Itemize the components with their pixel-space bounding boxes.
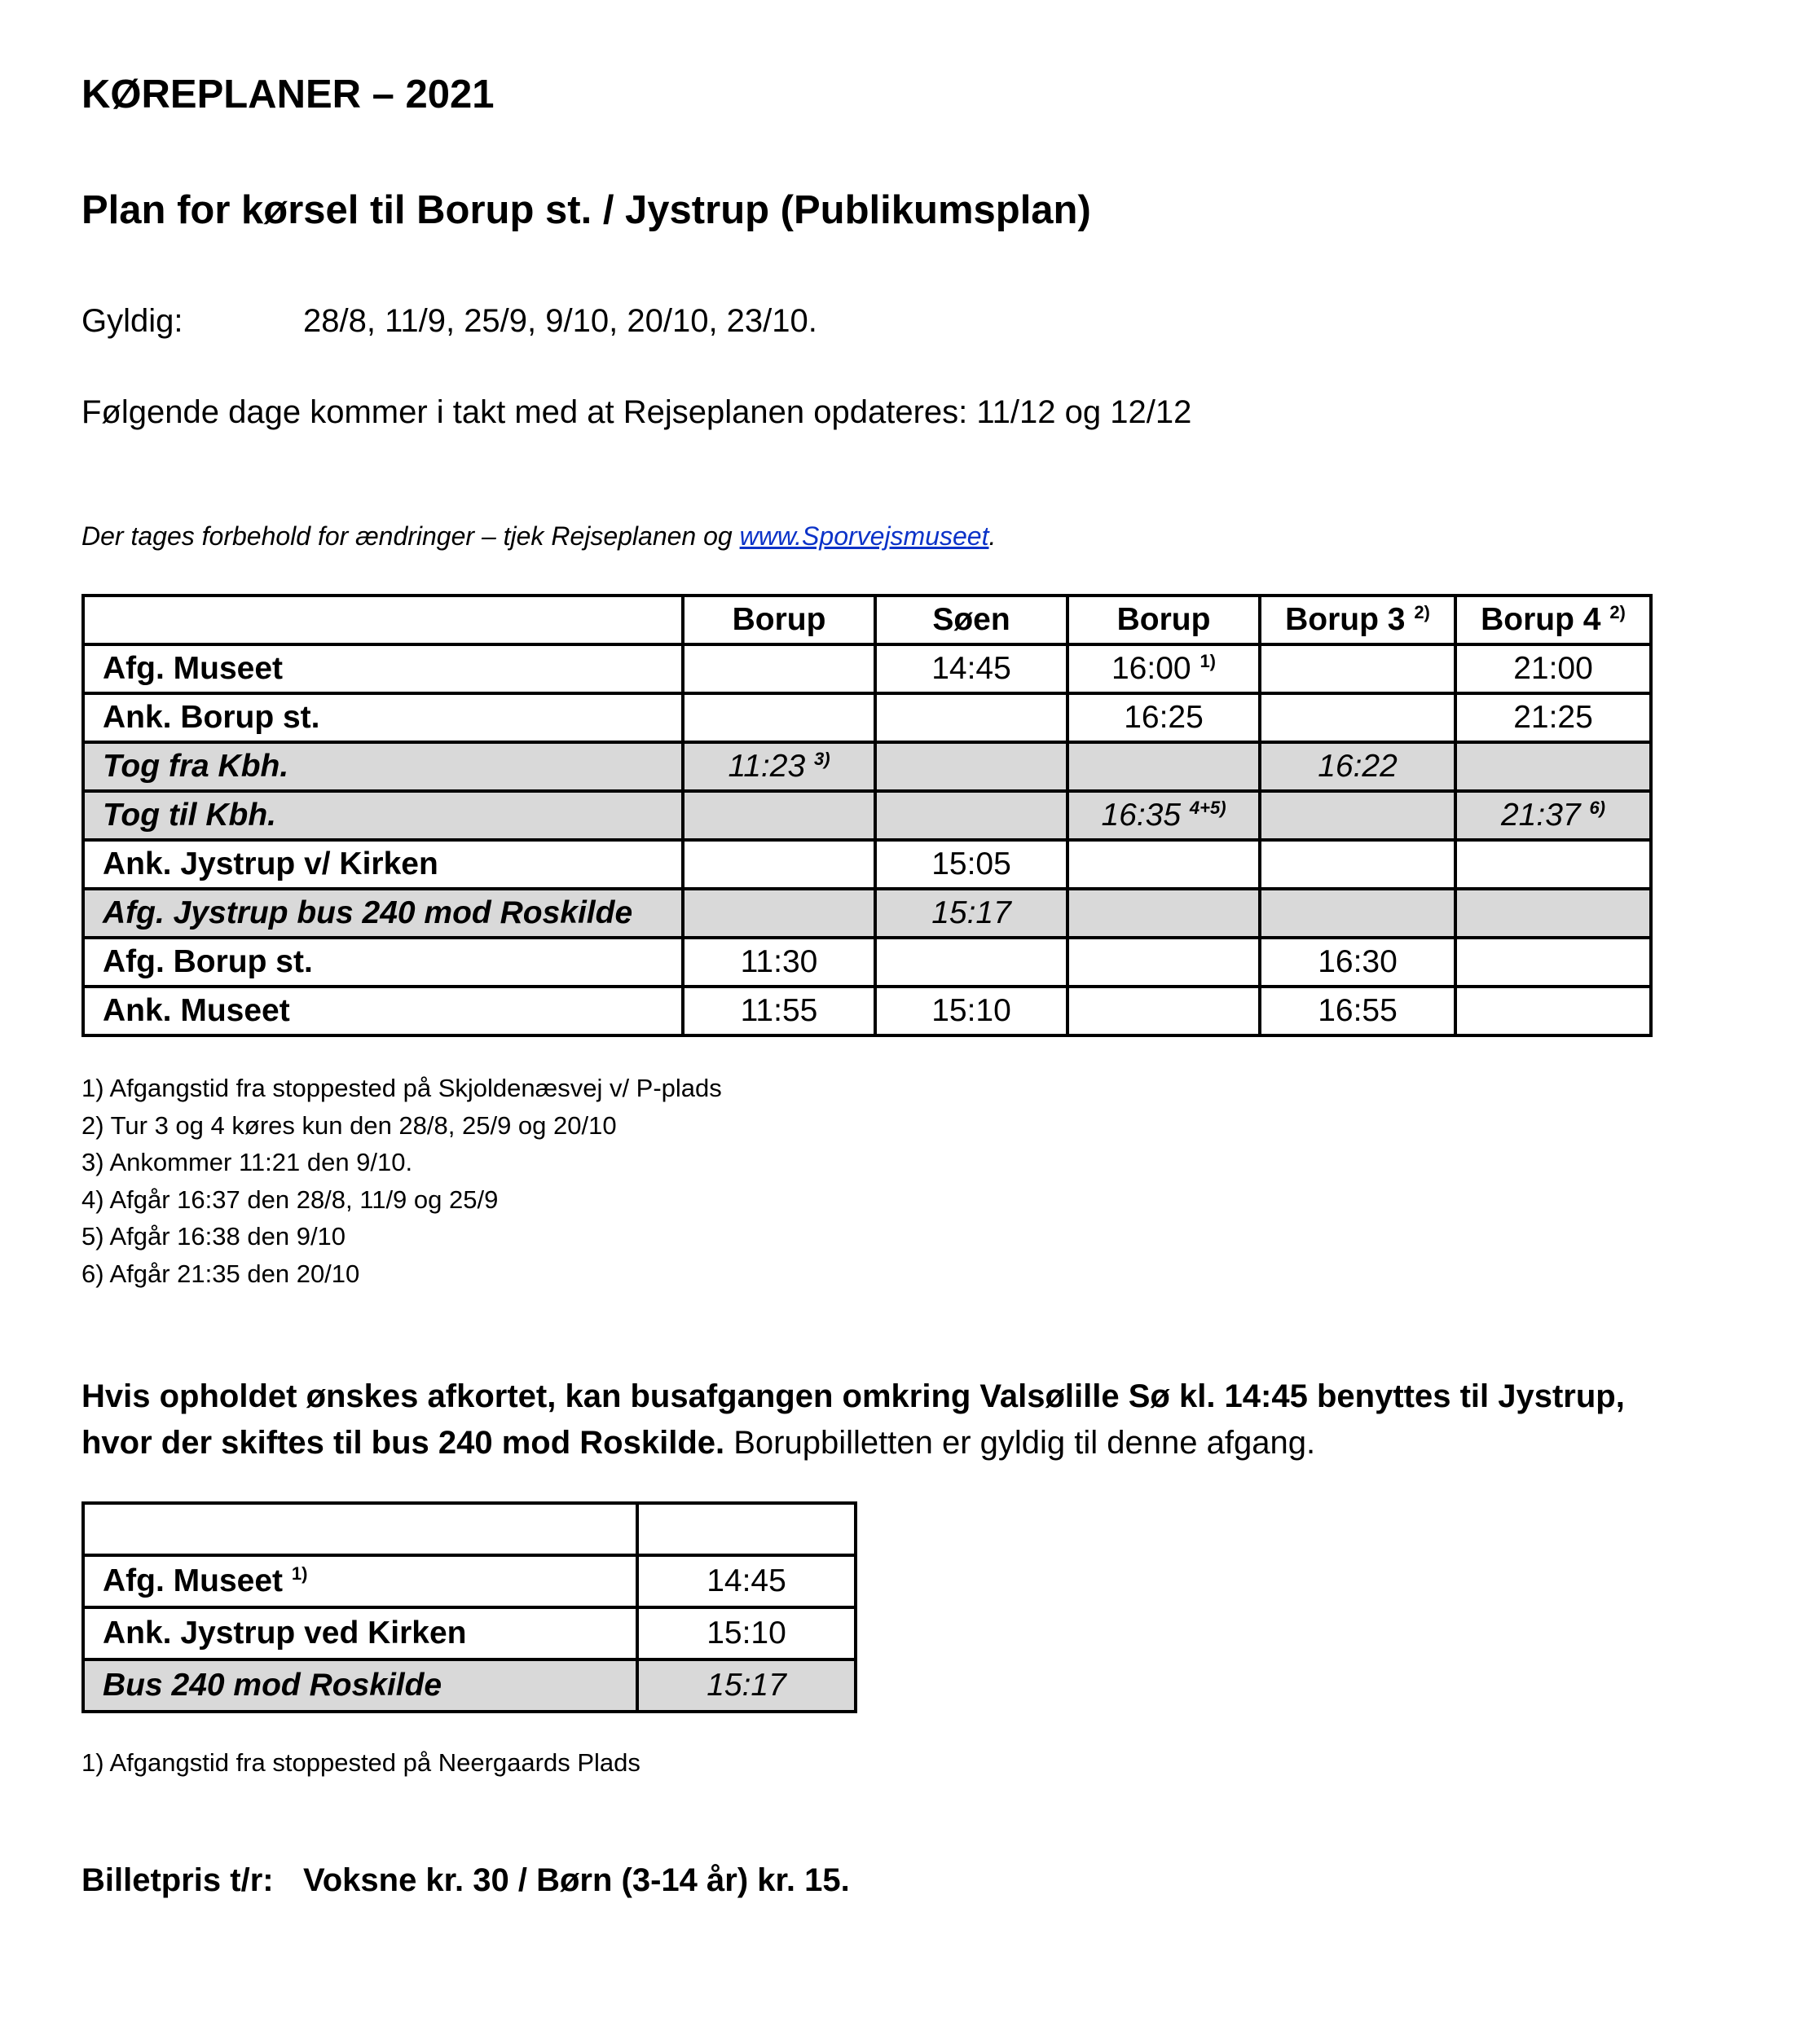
time-cell	[683, 889, 875, 938]
table-header-row	[83, 1503, 856, 1555]
time-cell	[1067, 644, 1260, 693]
time-cell	[1455, 840, 1651, 889]
column-header	[1067, 596, 1260, 644]
time-cell	[1067, 840, 1260, 889]
table-row	[83, 791, 1651, 840]
paragraph-bold-line2: hvor der skiftes til bus 240 mod Roskilde.	[81, 1425, 725, 1461]
validity-dates: 28/8, 11/9, 25/9, 9/10, 20/10, 23/10.	[303, 303, 817, 339]
time-cell	[1067, 938, 1260, 987]
footnote-ref: 6)	[1589, 798, 1605, 818]
validity-label: Gyldig:	[81, 303, 183, 339]
row-label: Ank. Jystrup v/ Kirken	[83, 840, 683, 889]
time-value: 11:30	[740, 944, 818, 979]
row-label-text: Afg. Museet	[103, 1563, 284, 1598]
time-cell	[1260, 840, 1455, 889]
time-cell	[1260, 889, 1455, 938]
time-cell	[1260, 644, 1455, 693]
time-cell	[1067, 791, 1260, 840]
column-header-label: Borup 3	[1285, 602, 1406, 637]
column-header	[1260, 596, 1455, 644]
table-row	[83, 1659, 856, 1712]
time-cell: 15:17	[637, 1659, 856, 1712]
time-cell	[683, 987, 875, 1035]
price-label: Billetpris t/r:	[81, 1862, 274, 1898]
time-cell	[1455, 693, 1651, 742]
time-cell	[683, 840, 875, 889]
column-header	[83, 596, 683, 644]
time-value: 21:37	[1500, 798, 1581, 833]
time-cell	[875, 791, 1067, 840]
disclaimer-after: .	[988, 521, 997, 551]
footnote: 3) Ankommer 11:21 den 9/10.	[81, 1148, 413, 1176]
time-value: 15:05	[931, 846, 1011, 881]
time-cell	[875, 742, 1067, 791]
time-value: 16:00	[1111, 651, 1191, 686]
footnote-ref: 1)	[1200, 651, 1216, 671]
time-cell	[683, 791, 875, 840]
row-label: Tog fra Kbh.	[83, 742, 683, 791]
time-cell	[1455, 742, 1651, 791]
timetable-main	[81, 594, 1653, 1037]
footnote: 2) Tur 3 og 4 køres kun den 28/8, 25/9 og 20/10	[81, 1110, 617, 1140]
table-header-row	[83, 596, 1651, 644]
time-cell	[1067, 889, 1260, 938]
paragraph-normal: Borupbilletten er gyldig til denne afgang.	[724, 1425, 1316, 1461]
page-subtitle: Plan for kørsel til Borup st. / Jystrup (Publikumsplan)	[81, 188, 1091, 232]
table-row	[83, 1607, 856, 1659]
paragraph-bold-line1: Hvis opholdet ønskes afkortet, kan busafgangen omkring Valsølille Sø kl. 14:45 benyttes til Jystrup,	[81, 1378, 1625, 1414]
table-row	[83, 840, 1651, 889]
row-label: Ank. Museet	[83, 987, 683, 1035]
time-cell	[683, 644, 875, 693]
time-cell	[1067, 742, 1260, 791]
time-cell	[1067, 693, 1260, 742]
table-row	[83, 889, 1651, 938]
row-label: Afg. Borup st.	[83, 938, 683, 987]
footnote-ref: 4+5)	[1189, 798, 1226, 818]
footnote-ref: 2)	[1414, 602, 1430, 622]
footnote: 4) Afgår 16:37 den 28/8, 11/9 og 25/9	[81, 1185, 499, 1214]
row-label	[83, 1555, 637, 1607]
row-label: Afg. Jystrup bus 240 mod Roskilde	[83, 889, 683, 938]
time-cell	[1260, 987, 1455, 1035]
validity-line	[81, 303, 817, 340]
time-cell	[875, 987, 1067, 1035]
time-cell: 14:45	[637, 1555, 856, 1607]
following-days-text: Følgende dage kommer i takt med at Rejseplanen opdateres: 11/12 og 12/12	[81, 394, 1192, 430]
time-cell	[875, 938, 1067, 987]
table-row	[83, 938, 1651, 987]
table-row	[83, 987, 1651, 1035]
time-value: 15:17	[931, 895, 1011, 930]
column-header	[875, 596, 1067, 644]
time-value: 21:25	[1513, 700, 1593, 735]
time-cell	[1455, 938, 1651, 987]
disclaimer-text: Der tages forbehold for ændringer – tjek Rejseplanen og	[81, 521, 740, 551]
row-label-text: Ank. Jystrup ved Kirken	[103, 1615, 467, 1651]
shortcut-paragraph	[81, 1374, 1625, 1466]
column-header	[1455, 596, 1651, 644]
row-label-text: Bus 240 mod Roskilde	[103, 1668, 442, 1703]
time-value: 16:30	[1318, 944, 1398, 979]
time-value: 15:10	[931, 993, 1011, 1028]
time-value: 14:45	[931, 651, 1011, 686]
footnote-ref: 3)	[813, 749, 830, 769]
price-value: Voksne kr. 30 / Børn (3-14 år) kr. 15.	[303, 1862, 850, 1898]
time-value: 11:55	[740, 993, 818, 1028]
time-value: 16:55	[1318, 993, 1398, 1028]
footnote-ref: 2)	[1609, 602, 1626, 622]
table-row	[83, 644, 1651, 693]
column-header-label: Søen	[932, 602, 1010, 637]
footnote-ref: 1)	[291, 1563, 308, 1584]
table-row	[83, 693, 1651, 742]
time-cell	[875, 644, 1067, 693]
ticket-price	[81, 1862, 850, 1899]
row-label	[83, 1659, 637, 1712]
empty-header-cell	[637, 1503, 856, 1555]
empty-header-cell	[83, 1503, 637, 1555]
row-label	[83, 1607, 637, 1659]
time-cell	[1260, 791, 1455, 840]
table-row	[83, 1555, 856, 1607]
time-value: 21:00	[1513, 651, 1593, 686]
time-cell	[1455, 889, 1651, 938]
time-cell	[1260, 693, 1455, 742]
column-header	[683, 596, 875, 644]
column-header-label: Borup 4	[1481, 602, 1601, 637]
footnote-shortcut: 1) Afgangstid fra stoppested på Neergaards Plads	[81, 1748, 640, 1777]
sporvejsmuseet-link[interactable]: www.Sporvejsmuseet	[739, 521, 989, 551]
time-cell	[683, 693, 875, 742]
page-title: KØREPLANER – 2021	[81, 73, 495, 116]
time-cell	[1455, 644, 1651, 693]
column-header-label: Borup	[1116, 602, 1211, 637]
time-cell	[1067, 987, 1260, 1035]
timetable-shortcut	[81, 1501, 857, 1713]
time-cell	[1260, 742, 1455, 791]
time-value: 16:22	[1318, 749, 1398, 784]
time-cell	[683, 742, 875, 791]
footnote: 5) Afgår 16:38 den 9/10	[81, 1222, 346, 1251]
time-value: 16:25	[1124, 700, 1204, 735]
time-cell	[1455, 987, 1651, 1035]
footnote: 6) Afgår 21:35 den 20/10	[81, 1259, 360, 1288]
time-cell	[875, 889, 1067, 938]
time-cell	[1455, 791, 1651, 840]
table-row	[83, 742, 1651, 791]
column-header-label: Borup	[732, 602, 826, 637]
time-cell	[875, 693, 1067, 742]
time-cell	[683, 938, 875, 987]
row-label: Afg. Museet	[83, 644, 683, 693]
row-label: Tog til Kbh.	[83, 791, 683, 840]
time-value: 16:35	[1101, 798, 1182, 833]
time-cell	[875, 840, 1067, 889]
time-value: 11:23	[728, 749, 806, 784]
disclaimer	[81, 521, 996, 552]
footnote: 1) Afgangstid fra stoppested på Skjoldenæsvej v/ P-plads	[81, 1074, 722, 1102]
time-cell	[1260, 938, 1455, 987]
row-label: Ank. Borup st.	[83, 693, 683, 742]
time-cell: 15:10	[637, 1607, 856, 1659]
